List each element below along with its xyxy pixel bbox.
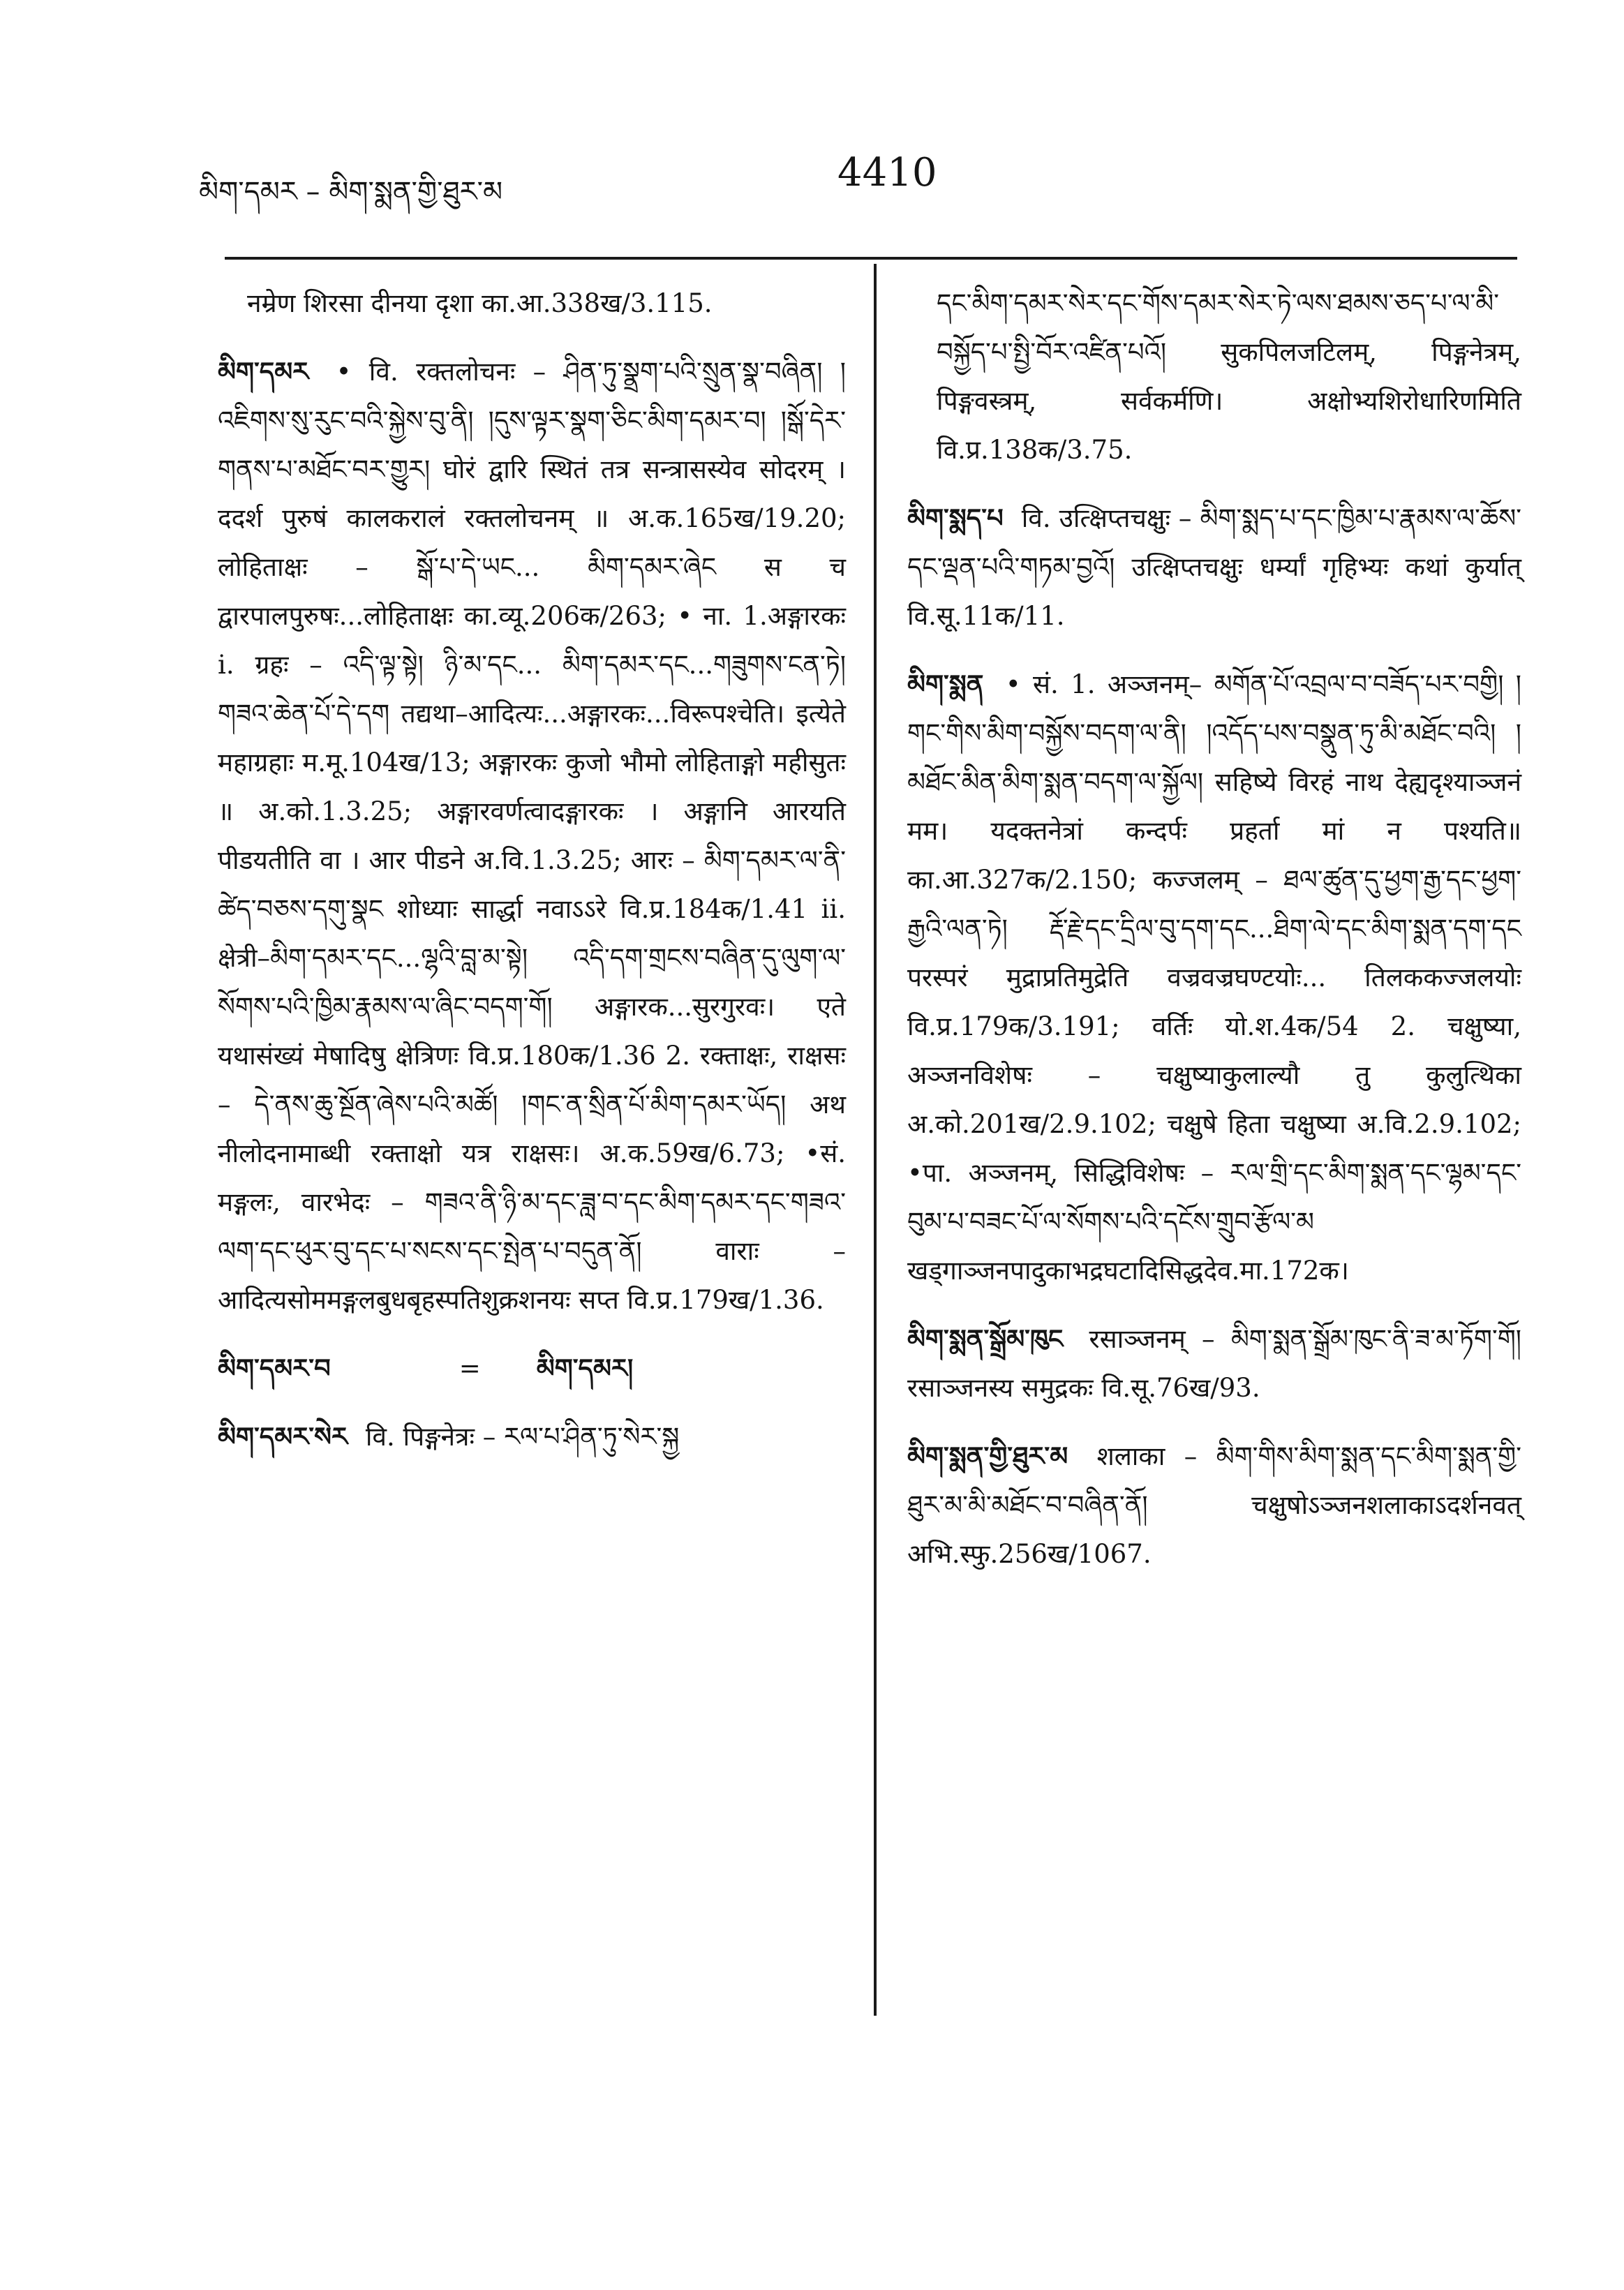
- entry-body: • सं. 1. अञ्जनम्– མགོན་པོ་འབྲལ་བ་བཟོད་པར་བགྱི། །གང་གིས་མིག་བསྐྱོས་བདག་ལ་ནི། །འདོད་པས་བསྣུན་ཏུ་མི་མཐོང་བའི། །མཐོང་མིན་མིག་སྨན་བདག་ལ་སྐྱོལ། सहिष्ये विरहं नाथ देह्यदृश्याञ्जनं मम। यदक्तनेत्रां कन्दर्पः प्रहर्ता मां न पश्यति॥ का.आ.327क/2.150; कज्जलम् – ཐལ་ཚུན་དུ་ཕྱག་རྒྱ་དང་ཕྱག་རྒྱའི་ལན་ཏེ། རྡོ་རྗེ་དང་དྲིལ་བུ་དག་དང...ཐིག་ལེ་དང་མིག་སྨན་དག་དང परस्परं मुद्राप्रतिमुद्रेति वज्रवज्रघण्टयोः... तिलककज्जलयोः वि.प्र.179क/3.191; वर्तिः यो.श.4क/54 2. चक्षुष्या, अञ्जनविशेषः – चक्षुष्याकुलाल्यौ तु कुलुत्थिका अ.को.201ख/2.9.102; चक्षुषे हिता चक्षुष्या अ.वि.2.9.102; •पा. अञ्जनम्, सिद्धिविशेषः – རལ་གྲི་དང་མིག་སྨན་དང་ལྷམ་དང་བུམ་པ་བཟང་པོ་ལ་སོགས་པའི་དངོས་གྲུབ་རྩོལ་མ खड्गाञ्जनपादुकाभद्रघटादिसिद्धदेव.मा.172क।: [907, 669, 1521, 1286]
- entry-headword: མིག་སྨན་སྒྲོམ་ཁུང: [907, 1324, 1064, 1354]
- entry-headword: མིག་སྨད་པ: [907, 503, 1004, 533]
- entry-headword: མིག་སྨན་གྱི་ཐུར་མ: [907, 1441, 1068, 1471]
- column-divider: [874, 264, 877, 2016]
- header-rule: [225, 257, 1517, 260]
- page-number: 4410: [837, 150, 937, 195]
- page-header: [199, 150, 1476, 213]
- entry-body: शलाका – མིག་གིས་མིག་སྨན་དང་མིག་སྨན་གྱི་ཐུར་མ་མི་མཐོང་བ་བཞིན་ནོ། चक्षुषोऽञ्जनशलाकाऽदर्शनवत् अभि.स्फु.256ख/1067.: [907, 1441, 1521, 1569]
- cross-reference-entry: [218, 1344, 846, 1393]
- entry-body: • वि. रक्तलोचनः – ཤིན་ཏུ་སྣྲག་པའི་སྲུན་སྣ་བཞིན། །འཇིགས་སུ་རུང་བའི་སྐྱེས་བུ་ནི། །དུས་ལྟར་སྣག་ཅིང་མིག་དམར་བ། །སྒོ་དེར་གནས་པ་མཐོང་བར་གྱུར། घोरं द्वारि स्थितं तत्र सन्त्रासस्येव सोदरम् । ददर्श पुरुषं कालकरालं रक्तलोचनम् ॥ अ.क.165ख/19.20; लोहिताक्षः – སྒོ་པ་དེ་ཡང... མིག་དམར་ཞེང स च द्वारपालपुरुषः...लोहिताक्षः का.व्यू.206क/263; • ना. 1.अङ्गारकः i. ग्रहः – འདི་ལྟ་སྟེ། ཉི་མ་དང... མིག་དམར་དང...གཟུགས་ངན་ཏེ། གཟའ་ཆེན་པོ་དེ་དག तद्यथा–आदित्यः...अङ्गारकः...विरूपश्चेति। इत्येते महाग्रहाः म.मू.104ख/13; अङ्गारकः कुजो भौमो लोहिताङ्गो महीसुतः ॥ अ.को.1.3.25; अङ्गारवर्णत्वादङ्गारकः । अङ्गानि आरयति पीडयतीति वा । आर पीडने अ.वि.1.3.25; आरः – མིག་དམར་ལ་ནི་ཚེད་བཅས་དགུ་སྣང शोध्याः सार्द्धा नवाऽऽरे वि.प्र.184क/1.41 ii. क्षेत्री–མིག་དམར་དང...ལྷའི་བླ་མ་སྟེ། འདི་དག་གྲངས་བཞིན་དུ་ལུག་ལ་སོགས་པའི་ཁྱིམ་རྣམས་ལ་ཞིང་བདག་གོ། अङ्गारक...सुरगुरवः। एते यथासंख्यं मेषादिषु क्षेत्रिणः वि.प्र.180क/1.36 2. रक्ताक्षः, राक्षसः – དེ་ནས་ཆུ་སྔོན་ཞེས་པའི་མཚོ། །གང་ན་སྲིན་པོ་མིག་དམར་ཡོད། अथ नीलोदनामाब्धी रक्ताक्षो यत्र राक्षसः। अ.क.59ख/6.73; •सं. मङ्गलः, वारभेदः – གཟའ་ནི་ཉི་མ་དང་ཟླ་བ་དང་མིག་དམར་དང་གཟའ་ལག་དང་ཕུར་བུ་དང་པ་སངས་དང་སྤེན་པ་བདུན་ནོ། वाराः – आदित्यसोममङ्गलबुधबृहस्पतिशुक्रशनयः सप्त वि.प्र.179ख/1.36.: [218, 357, 846, 1315]
- equals-sign: =: [459, 1353, 481, 1383]
- left-column: [218, 279, 846, 1481]
- entry-body: रसाञ्जनम् – མིག་སྨན་སྒྲོམ་ཁུང་ནི་ཟ་མ་ཏོག་གོ། रसाञ्जनस्य समुद्रकः वि.सू.76ख/93.: [907, 1324, 1521, 1403]
- entry-headword: མིག་དམར་སེར: [218, 1422, 348, 1452]
- entry-headword: མིག་དམར་བ: [218, 1353, 331, 1383]
- running-head: མིག་དམར – མིག་སྨན་གྱི་ཐུར་མ: [199, 176, 503, 208]
- entry-headword: མིག་སྨན: [907, 669, 984, 699]
- dictionary-entry: [907, 1315, 1521, 1413]
- right-column: [907, 279, 1521, 1598]
- continuation-text: དང་མིག་དམར་སེར་དང་གོས་དམར་སེར་ཏེ་ལས་ཐམས་ཅད་པ་ལ་མི་བསྐྱོད་པ་སྤྱི་བོར་འཛིན་པའོ། सुकपिलजटिलम्, पिङ्गनेत्रम्, पिङ्गवस्त्रम्, सर्वकर्मणि। अक्षोभ्यशिरोधारिणमिति वि.प्र.138क/3.75.: [937, 288, 1521, 465]
- dictionary-entry: [218, 1413, 846, 1462]
- dictionary-entry: [907, 1432, 1521, 1579]
- entry-headword: མིག་དམར: [218, 357, 309, 387]
- dictionary-entry: [907, 494, 1521, 641]
- entry-body: वि. उत्क्षिप्तचक्षुः – མིག་སྨད་པ་དང་ཁྱིམ་པ་རྣམས་ལ་ཆོས་དང་ལྡན་པའི་གཏམ་བྱའོ། उत्क्षिप्तचक्षुः धर्म्यां गृहिभ्यः कथां कुर्यात् वि.सू.11क/11.: [907, 503, 1521, 631]
- dictionary-entry: [218, 348, 846, 1325]
- entry-body: वि. पिङ्गनेत्रः – རལ་པ་ཤིན་ཏུ་སེར་སྐྱ: [365, 1422, 680, 1452]
- cross-reference-target: མིག་དམར།: [536, 1353, 634, 1383]
- dictionary-entry: [907, 660, 1521, 1295]
- continuation-text: नम्रेण शिरसा दीनया दृशा का.आ.338ख/3.115.: [247, 288, 713, 318]
